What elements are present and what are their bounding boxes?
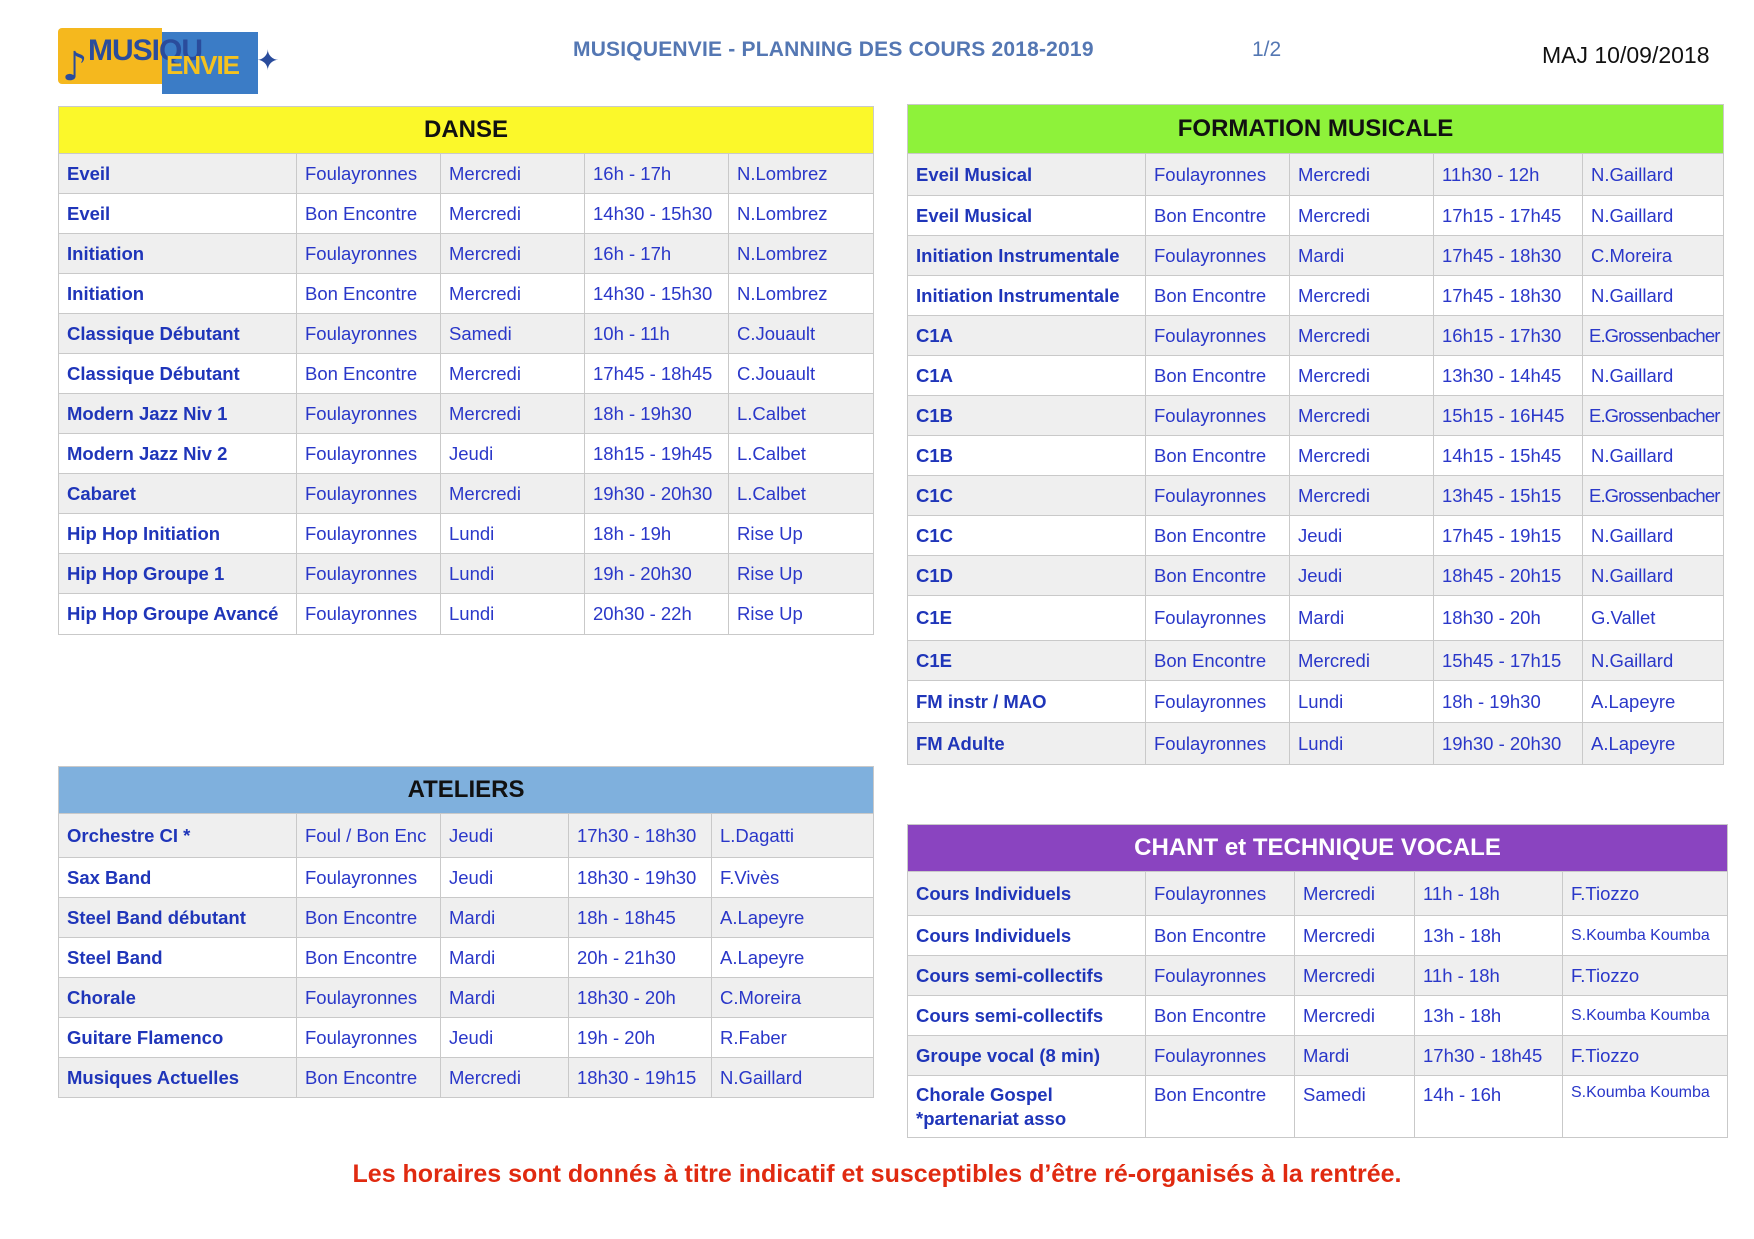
formation-course-cell: Initiation Instrumentale <box>908 276 1146 316</box>
ateliers-time-cell: 19h - 20h <box>569 1018 712 1058</box>
ateliers-teacher-cell: N.Gaillard <box>712 1058 874 1098</box>
danse-teacher-cell: L.Calbet <box>729 394 874 434</box>
formation-teacher-cell: N.Gaillard <box>1583 356 1724 396</box>
danse-location-cell: Foulayronnes <box>297 314 441 354</box>
formation-teacher-cell: N.Gaillard <box>1583 516 1724 556</box>
formation-row <box>908 436 1724 476</box>
formation-day-cell: Jeudi <box>1290 516 1434 556</box>
ateliers-location-cell: Bon Encontre <box>297 1058 441 1098</box>
formation-course-cell: Initiation Instrumentale <box>908 236 1146 276</box>
musiquenvie-logo <box>58 26 280 96</box>
formation-location-cell: Foulayronnes <box>1146 316 1290 356</box>
chant-time-cell: 13h - 18h <box>1415 996 1563 1036</box>
ateliers-location-cell: Bon Encontre <box>297 898 441 938</box>
formation-location-cell: Bon Encontre <box>1146 516 1290 556</box>
danse-time-cell: 14h30 - 15h30 <box>585 194 729 234</box>
danse-time-cell: 16h - 17h <box>585 154 729 194</box>
formation-teacher-cell: A.Lapeyre <box>1583 681 1724 723</box>
chant-course-cell: Cours semi-collectifs <box>908 956 1146 996</box>
formation-location-cell: Bon Encontre <box>1146 196 1290 236</box>
ateliers-time-cell: 18h - 18h45 <box>569 898 712 938</box>
danse-row <box>59 354 874 394</box>
ateliers-teacher-cell: C.Moreira <box>712 978 874 1018</box>
ateliers-day-cell: Jeudi <box>441 1018 569 1058</box>
chant-day-cell: Mercredi <box>1295 916 1415 956</box>
danse-row <box>59 474 874 514</box>
formation-course-cell: C1B <box>908 436 1146 476</box>
danse-row <box>59 514 874 554</box>
formation-teacher-cell: N.Gaillard <box>1583 436 1724 476</box>
formation-location-cell: Bon Encontre <box>1146 556 1290 596</box>
ateliers-row <box>59 978 874 1018</box>
ateliers-day-cell: Jeudi <box>441 814 569 858</box>
danse-row <box>59 594 874 635</box>
chant-location-cell: Bon Encontre <box>1146 1076 1295 1138</box>
page-number: 1/2 <box>1252 38 1282 61</box>
ateliers-course-cell: Steel Band débutant <box>59 898 297 938</box>
ateliers-title: ATELIERS <box>59 767 874 814</box>
ateliers-teacher-cell: A.Lapeyre <box>712 938 874 978</box>
ateliers-time-cell: 18h30 - 19h30 <box>569 858 712 898</box>
formation-course-cell: C1A <box>908 316 1146 356</box>
formation-time-cell: 13h45 - 15h15 <box>1434 476 1583 516</box>
formation-time-cell: 18h45 - 20h15 <box>1434 556 1583 596</box>
formation-course-cell: C1D <box>908 556 1146 596</box>
chant-day-cell: Samedi <box>1295 1076 1415 1138</box>
danse-location-cell: Foulayronnes <box>297 394 441 434</box>
danse-row <box>59 234 874 274</box>
danse-time-cell: 10h - 11h <box>585 314 729 354</box>
danse-course-cell: Hip Hop Groupe Avancé <box>59 594 297 635</box>
formation-row <box>908 396 1724 436</box>
document-title: MUSIQUENVIE - PLANNING DES COURS 2018-2019 <box>573 38 1094 61</box>
ateliers-row <box>59 898 874 938</box>
danse-time-cell: 18h - 19h <box>585 514 729 554</box>
formation-musicale-table <box>907 104 1724 765</box>
formation-location-cell: Foulayronnes <box>1146 476 1290 516</box>
formation-teacher-cell: E.Grossenbacher <box>1583 396 1724 436</box>
danse-teacher-cell: N.Lombrez <box>729 154 874 194</box>
formation-location-cell: Bon Encontre <box>1146 436 1290 476</box>
chant-day-cell: Mercredi <box>1295 996 1415 1036</box>
ateliers-location-cell: Bon Encontre <box>297 938 441 978</box>
danse-row <box>59 434 874 474</box>
danse-course-cell: Cabaret <box>59 474 297 514</box>
formation-location-cell: Foulayronnes <box>1146 723 1290 765</box>
ateliers-course-cell: Steel Band <box>59 938 297 978</box>
formation-row <box>908 596 1724 641</box>
formation-day-cell: Mercredi <box>1290 476 1434 516</box>
ateliers-teacher-cell: F.Vivès <box>712 858 874 898</box>
danse-teacher-cell: L.Calbet <box>729 434 874 474</box>
formation-day-cell: Mercredi <box>1290 316 1434 356</box>
ateliers-row <box>59 858 874 898</box>
danse-day-cell: Mercredi <box>441 474 585 514</box>
chant-location-cell: Foulayronnes <box>1146 872 1295 916</box>
danse-day-cell: Lundi <box>441 594 585 635</box>
danse-row <box>59 554 874 594</box>
chant-time-cell: 11h - 18h <box>1415 956 1563 996</box>
musician-icon: ✦ <box>256 44 280 77</box>
danse-course-cell: Modern Jazz Niv 1 <box>59 394 297 434</box>
formation-day-cell: Lundi <box>1290 681 1434 723</box>
formation-row <box>908 516 1724 556</box>
music-note-icon: ♪ <box>62 44 88 90</box>
chant-course-cell: Chorale Gospel *partenariat asso <box>908 1076 1146 1138</box>
danse-course-cell: Hip Hop Initiation <box>59 514 297 554</box>
danse-row <box>59 154 874 194</box>
formation-row <box>908 681 1724 723</box>
formation-teacher-cell: A.Lapeyre <box>1583 723 1724 765</box>
danse-row <box>59 274 874 314</box>
danse-teacher-cell: Rise Up <box>729 594 874 635</box>
logo-text-1: MUSIQU <box>88 34 202 67</box>
chant-teacher-cell: F.Tiozzo <box>1563 956 1728 996</box>
ateliers-location-cell: Foulayronnes <box>297 978 441 1018</box>
danse-row <box>59 194 874 234</box>
danse-day-cell: Mercredi <box>441 154 585 194</box>
danse-location-cell: Bon Encontre <box>297 274 441 314</box>
formation-time-cell: 19h30 - 20h30 <box>1434 723 1583 765</box>
formation-row <box>908 236 1724 276</box>
ateliers-course-cell: Musiques Actuelles <box>59 1058 297 1098</box>
ateliers-location-cell: Foulayronnes <box>297 858 441 898</box>
formation-day-cell: Mercredi <box>1290 196 1434 236</box>
chant-location-cell: Foulayronnes <box>1146 1036 1295 1076</box>
formation-time-cell: 17h45 - 18h30 <box>1434 276 1583 316</box>
ateliers-day-cell: Mardi <box>441 898 569 938</box>
formation-row <box>908 356 1724 396</box>
formation-teacher-cell: E.Grossenbacher <box>1583 476 1724 516</box>
formation-title: FORMATION MUSICALE <box>908 105 1724 154</box>
chant-row <box>908 916 1728 956</box>
chant-time-cell: 14h - 16h <box>1415 1076 1563 1138</box>
chant-row <box>908 872 1728 916</box>
danse-teacher-cell: N.Lombrez <box>729 194 874 234</box>
formation-day-cell: Mardi <box>1290 596 1434 641</box>
formation-teacher-cell: N.Gaillard <box>1583 276 1724 316</box>
danse-location-cell: Bon Encontre <box>297 354 441 394</box>
formation-day-cell: Mercredi <box>1290 641 1434 681</box>
formation-teacher-cell: G.Vallet <box>1583 596 1724 641</box>
chant-title: CHANT et TECHNIQUE VOCALE <box>908 825 1728 872</box>
formation-row <box>908 476 1724 516</box>
formation-row <box>908 196 1724 236</box>
formation-course-cell: C1C <box>908 516 1146 556</box>
formation-teacher-cell: N.Gaillard <box>1583 556 1724 596</box>
ateliers-location-cell: Foulayronnes <box>297 1018 441 1058</box>
danse-location-cell: Foulayronnes <box>297 154 441 194</box>
formation-course-cell: C1B <box>908 396 1146 436</box>
formation-row <box>908 641 1724 681</box>
danse-table <box>58 106 874 635</box>
danse-teacher-cell: Rise Up <box>729 514 874 554</box>
chant-location-cell: Bon Encontre <box>1146 996 1295 1036</box>
danse-teacher-cell: N.Lombrez <box>729 274 874 314</box>
danse-location-cell: Foulayronnes <box>297 234 441 274</box>
danse-course-cell: Initiation <box>59 274 297 314</box>
ateliers-course-cell: Guitare Flamenco <box>59 1018 297 1058</box>
danse-time-cell: 19h - 20h30 <box>585 554 729 594</box>
chant-location-cell: Bon Encontre <box>1146 916 1295 956</box>
danse-title: DANSE <box>59 107 874 154</box>
danse-time-cell: 14h30 - 15h30 <box>585 274 729 314</box>
danse-location-cell: Foulayronnes <box>297 554 441 594</box>
formation-teacher-cell: N.Gaillard <box>1583 196 1724 236</box>
logo-text-2: ENVIE <box>166 50 240 80</box>
chant-course-cell: Cours semi-collectifs <box>908 996 1146 1036</box>
danse-time-cell: 18h - 19h30 <box>585 394 729 434</box>
formation-day-cell: Jeudi <box>1290 556 1434 596</box>
formation-course-cell: C1A <box>908 356 1146 396</box>
chant-course-cell: Cours Individuels <box>908 916 1146 956</box>
ateliers-course-cell: Chorale <box>59 978 297 1018</box>
formation-course-cell: C1C <box>908 476 1146 516</box>
formation-location-cell: Foulayronnes <box>1146 681 1290 723</box>
ateliers-row <box>59 938 874 978</box>
danse-day-cell: Lundi <box>441 554 585 594</box>
danse-course-cell: Eveil <box>59 194 297 234</box>
danse-course-cell: Modern Jazz Niv 2 <box>59 434 297 474</box>
chant-time-cell: 13h - 18h <box>1415 916 1563 956</box>
formation-time-cell: 18h30 - 20h <box>1434 596 1583 641</box>
chant-course-cell: Groupe vocal (8 min) <box>908 1036 1146 1076</box>
ateliers-course-cell: Orchestre CI * <box>59 814 297 858</box>
danse-time-cell: 16h - 17h <box>585 234 729 274</box>
ateliers-row <box>59 1018 874 1058</box>
formation-day-cell: Mercredi <box>1290 276 1434 316</box>
formation-time-cell: 17h45 - 18h30 <box>1434 236 1583 276</box>
chant-course-cell: Cours Individuels <box>908 872 1146 916</box>
formation-day-cell: Mercredi <box>1290 356 1434 396</box>
danse-teacher-cell: C.Jouault <box>729 354 874 394</box>
danse-time-cell: 20h30 - 22h <box>585 594 729 635</box>
formation-teacher-cell: C.Moreira <box>1583 236 1724 276</box>
ateliers-row <box>59 814 874 858</box>
formation-day-cell: Mercredi <box>1290 436 1434 476</box>
danse-course-cell: Classique Débutant <box>59 354 297 394</box>
danse-day-cell: Mercredi <box>441 234 585 274</box>
danse-course-cell: Eveil <box>59 154 297 194</box>
danse-location-cell: Foulayronnes <box>297 474 441 514</box>
danse-day-cell: Mercredi <box>441 354 585 394</box>
formation-location-cell: Foulayronnes <box>1146 236 1290 276</box>
chant-teacher-cell: S.Koumba Koumba <box>1563 916 1728 956</box>
formation-teacher-cell: N.Gaillard <box>1583 154 1724 196</box>
formation-time-cell: 14h15 - 15h45 <box>1434 436 1583 476</box>
ateliers-day-cell: Mercredi <box>441 1058 569 1098</box>
ateliers-teacher-cell: A.Lapeyre <box>712 898 874 938</box>
ateliers-day-cell: Jeudi <box>441 858 569 898</box>
formation-row <box>908 723 1724 765</box>
chant-table <box>907 824 1728 1138</box>
formation-row <box>908 154 1724 196</box>
danse-day-cell: Samedi <box>441 314 585 354</box>
ateliers-teacher-cell: L.Dagatti <box>712 814 874 858</box>
danse-teacher-cell: Rise Up <box>729 554 874 594</box>
formation-time-cell: 15h15 - 16H45 <box>1434 396 1583 436</box>
danse-day-cell: Jeudi <box>441 434 585 474</box>
danse-location-cell: Foulayronnes <box>297 514 441 554</box>
formation-course-cell: Eveil Musical <box>908 196 1146 236</box>
ateliers-location-cell: Foul / Bon Enc <box>297 814 441 858</box>
formation-location-cell: Foulayronnes <box>1146 154 1290 196</box>
chant-teacher-cell: F.Tiozzo <box>1563 1036 1728 1076</box>
chant-time-cell: 17h30 - 18h45 <box>1415 1036 1563 1076</box>
formation-location-cell: Foulayronnes <box>1146 396 1290 436</box>
ateliers-time-cell: 20h - 21h30 <box>569 938 712 978</box>
formation-day-cell: Mercredi <box>1290 396 1434 436</box>
formation-day-cell: Mardi <box>1290 236 1434 276</box>
danse-location-cell: Foulayronnes <box>297 594 441 635</box>
formation-row <box>908 276 1724 316</box>
update-date: MAJ 10/09/2018 <box>1542 42 1710 68</box>
chant-day-cell: Mardi <box>1295 1036 1415 1076</box>
chant-location-cell: Foulayronnes <box>1146 956 1295 996</box>
formation-teacher-cell: N.Gaillard <box>1583 641 1724 681</box>
formation-time-cell: 13h30 - 14h45 <box>1434 356 1583 396</box>
formation-location-cell: Bon Encontre <box>1146 356 1290 396</box>
formation-time-cell: 16h15 - 17h30 <box>1434 316 1583 356</box>
chant-teacher-cell: F.Tiozzo <box>1563 872 1728 916</box>
ateliers-day-cell: Mardi <box>441 978 569 1018</box>
ateliers-row <box>59 1058 874 1098</box>
danse-teacher-cell: C.Jouault <box>729 314 874 354</box>
formation-teacher-cell: E.Grossenbacher <box>1583 316 1724 356</box>
ateliers-time-cell: 18h30 - 19h15 <box>569 1058 712 1098</box>
danse-course-cell: Initiation <box>59 234 297 274</box>
formation-time-cell: 17h45 - 19h15 <box>1434 516 1583 556</box>
danse-time-cell: 18h15 - 19h45 <box>585 434 729 474</box>
danse-day-cell: Mercredi <box>441 274 585 314</box>
formation-time-cell: 17h15 - 17h45 <box>1434 196 1583 236</box>
footer-notice: Les horaires sont donnés à titre indicatif et susceptibles d’être ré-organisés à la rentrée. <box>352 1160 1402 1188</box>
danse-course-cell: Hip Hop Groupe 1 <box>59 554 297 594</box>
ateliers-teacher-cell: R.Faber <box>712 1018 874 1058</box>
chant-row <box>908 1036 1728 1076</box>
formation-location-cell: Foulayronnes <box>1146 596 1290 641</box>
formation-time-cell: 15h45 - 17h15 <box>1434 641 1583 681</box>
ateliers-time-cell: 17h30 - 18h30 <box>569 814 712 858</box>
ateliers-course-cell: Sax Band <box>59 858 297 898</box>
chant-row <box>908 996 1728 1036</box>
danse-day-cell: Lundi <box>441 514 585 554</box>
danse-row <box>59 314 874 354</box>
formation-row <box>908 316 1724 356</box>
formation-time-cell: 18h - 19h30 <box>1434 681 1583 723</box>
danse-course-cell: Classique Débutant <box>59 314 297 354</box>
chant-teacher-cell: S.Koumba Koumba <box>1563 996 1728 1036</box>
formation-course-cell: C1E <box>908 641 1146 681</box>
formation-course-cell: Eveil Musical <box>908 154 1146 196</box>
chant-time-cell: 11h - 18h <box>1415 872 1563 916</box>
formation-day-cell: Mercredi <box>1290 154 1434 196</box>
chant-day-cell: Mercredi <box>1295 872 1415 916</box>
formation-time-cell: 11h30 - 12h <box>1434 154 1583 196</box>
formation-course-cell: C1E <box>908 596 1146 641</box>
chant-row <box>908 1076 1728 1138</box>
formation-day-cell: Lundi <box>1290 723 1434 765</box>
danse-time-cell: 17h45 - 18h45 <box>585 354 729 394</box>
danse-location-cell: Bon Encontre <box>297 194 441 234</box>
formation-course-cell: FM Adulte <box>908 723 1146 765</box>
formation-location-cell: Bon Encontre <box>1146 276 1290 316</box>
formation-course-cell: FM instr / MAO <box>908 681 1146 723</box>
ateliers-table <box>58 766 874 1098</box>
danse-time-cell: 19h30 - 20h30 <box>585 474 729 514</box>
danse-teacher-cell: N.Lombrez <box>729 234 874 274</box>
danse-location-cell: Foulayronnes <box>297 434 441 474</box>
ateliers-time-cell: 18h30 - 20h <box>569 978 712 1018</box>
formation-location-cell: Bon Encontre <box>1146 641 1290 681</box>
chant-day-cell: Mercredi <box>1295 956 1415 996</box>
danse-day-cell: Mercredi <box>441 394 585 434</box>
ateliers-day-cell: Mardi <box>441 938 569 978</box>
danse-row <box>59 394 874 434</box>
danse-teacher-cell: L.Calbet <box>729 474 874 514</box>
formation-row <box>908 556 1724 596</box>
danse-day-cell: Mercredi <box>441 194 585 234</box>
chant-row <box>908 956 1728 996</box>
chant-teacher-cell: S.Koumba Koumba <box>1563 1076 1728 1138</box>
